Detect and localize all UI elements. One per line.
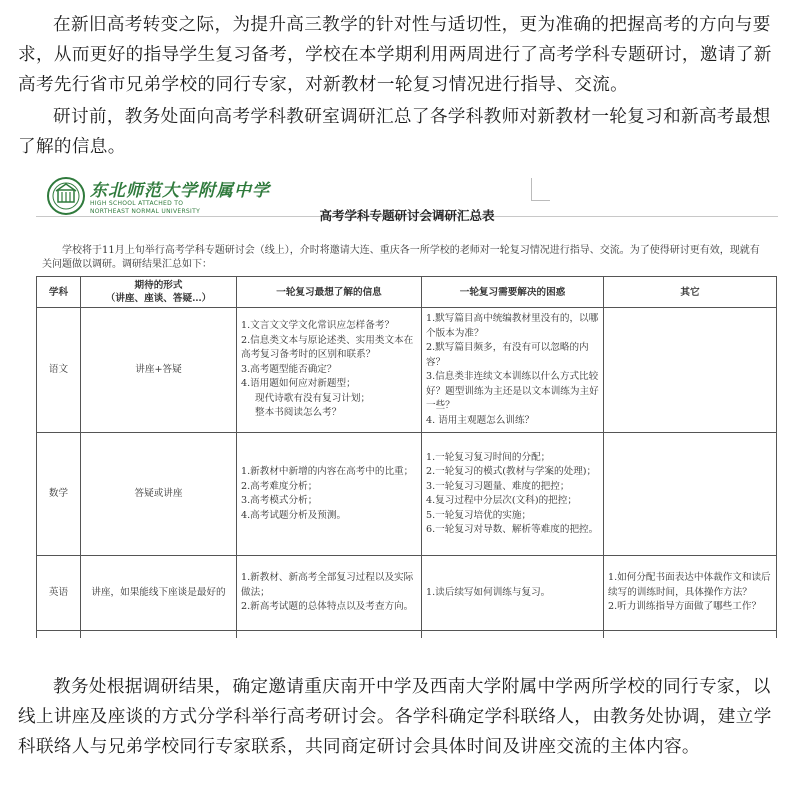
list-item: 整本书阅读怎么考？ xyxy=(255,407,342,419)
article-paragraph-2: 研讨前，教务处面向高考学科教研室调研汇总了各学科教师对新教材一轮复习和新高考最想了解的信息。 xyxy=(18,107,771,157)
list-item: 1.新教材、新高考全部复习过程以及实际做法； xyxy=(241,572,414,598)
list-item: 1.一轮复习复习时间的分配； xyxy=(426,451,551,463)
cell-other xyxy=(604,556,777,631)
list-item: 2.信息类文本与原论述类、实用类文本在高考复习备考时的区别和联系？ xyxy=(241,334,414,361)
header-corner-mark xyxy=(531,178,550,201)
list-item: 4. 语用主观题怎么训练？ xyxy=(426,414,535,426)
list-item: 1.文言文文学文化常识应怎样备考？ xyxy=(241,320,395,332)
cell-form: 讲座，如果能线下座谈是最好的 xyxy=(81,556,237,631)
list-item: 3.一轮复习习题量、难度的把控； xyxy=(426,480,570,492)
list-item: 现代诗歌有没有复习计划； xyxy=(255,392,371,404)
article-paragraph-3: 教务处根据调研结果，确定邀请重庆南开中学及西南大学附属中学两所学校的同行专家，以线上讲座及座谈的方式分学科举行高考研讨会。各学科确定学科联络人，由教务处协调，建立学科联络人与兄弟学校同行专家联系，共同商定研讨会具体时间及讲座交流的主体内容。 xyxy=(18,677,772,757)
list-item: 2.高考难度分析； xyxy=(241,480,318,492)
cell-info xyxy=(237,433,422,556)
table-header-row xyxy=(37,277,777,308)
list-item: 1.默写篇目高中统编教材里没有的，以哪个版本为准？ xyxy=(426,313,599,339)
list-item: 2.一轮复习的模式(教材与学案的处理)； xyxy=(426,466,597,477)
list-item: 1.新教材中新增的内容在高考中的比重； xyxy=(241,466,414,477)
table-row xyxy=(37,433,777,556)
list-item: 2.听力训练指导方面做了哪些工作？ xyxy=(608,601,762,613)
header-other: 其它 xyxy=(604,277,777,308)
list-item: 4.高考试题分析及预测。 xyxy=(241,509,347,521)
cell-subject: 语文 xyxy=(37,308,81,433)
logo-english-line-1: HIGH SCHOOL ATTACHED TO xyxy=(90,200,184,207)
list-item: 5.一轮复习培优的实施； xyxy=(426,509,532,521)
document-title: 高考学科专题研讨会调研汇总表 xyxy=(319,208,495,223)
cell-info xyxy=(237,556,422,631)
cell-other xyxy=(604,433,777,556)
header-form-line-1: 期待的形式 xyxy=(134,280,183,291)
header-form-line-2: （讲座、座谈、答疑…） xyxy=(105,293,212,304)
list-item: 4.语用题如何应对新题型； xyxy=(241,378,356,390)
header-subject: 学科 xyxy=(37,277,81,308)
table-row xyxy=(37,556,777,631)
list-item: 3.高考模式分析； xyxy=(241,495,318,506)
table-row-cutoff xyxy=(37,631,777,639)
header-info: 一轮复习最想了解的信息 xyxy=(237,277,422,308)
cell-subject: 数学 xyxy=(37,433,81,556)
list-item: 1.读后续写如何训练与复习。 xyxy=(426,586,551,598)
cell-problems xyxy=(422,308,604,433)
list-item: 2.新高考试题的总体特点以及考查方向。 xyxy=(241,601,414,613)
table-row xyxy=(37,308,777,433)
cell-problems xyxy=(422,433,604,556)
cell-form: 答疑或讲座 xyxy=(81,433,237,556)
cell-info xyxy=(237,308,422,433)
cell-form: 讲座+答疑 xyxy=(81,308,237,433)
list-item: 2.默写篇目频多，有没有可以忽略的内容？ xyxy=(426,342,589,368)
logo-school-name: 东北师范大学附属中学 xyxy=(90,181,270,201)
logo-english-line-2: NORTHEAST NORMAL UNIVERSITY xyxy=(90,208,201,215)
list-item: 3.高考题型能否确定？ xyxy=(241,363,337,375)
cell-other xyxy=(604,308,777,433)
header-form xyxy=(81,277,237,308)
document-intro: 学校将于11月上旬举行高考学科专题研讨会（线上），介时将邀请大连、重庆各一所学校的老师对一轮复习情况进行指导、交流。为了使得研讨更有效，现就有关问题做以调研。调研结果汇总如下： xyxy=(42,245,760,270)
cell-problems xyxy=(422,556,604,631)
article-paragraph-1: 在新旧高考转变之际，为提升高三教学的针对性与适切性，更为准确的把握高考的方向与要求，从而更好的指导学生复习备考，学校在本学期利用两周进行了高考学科专题研讨，邀请了新高考先行省市兄弟学校的同行专家，对新教材一轮复习情况进行指导、交流。 xyxy=(18,15,772,95)
header-problems: 一轮复习需要解决的困惑 xyxy=(422,277,604,308)
list-item: 4.复习过程中分层次(文科)的把控； xyxy=(426,495,577,506)
list-item: 3.信息类非连续文本训练以什么方式比较好？题型训练为主还是以文本训练为主好一些？ xyxy=(426,371,599,411)
cell-subject: 英语 xyxy=(37,556,81,631)
survey-table xyxy=(36,276,777,638)
survey-document-image xyxy=(36,168,778,638)
list-item: 1.如何分配书面表达中体裁作文和读后续写的训练时间，具体操作方法？ xyxy=(608,572,771,598)
list-item: 6.一轮复习对导数、解析等难度的把控。 xyxy=(426,524,599,535)
